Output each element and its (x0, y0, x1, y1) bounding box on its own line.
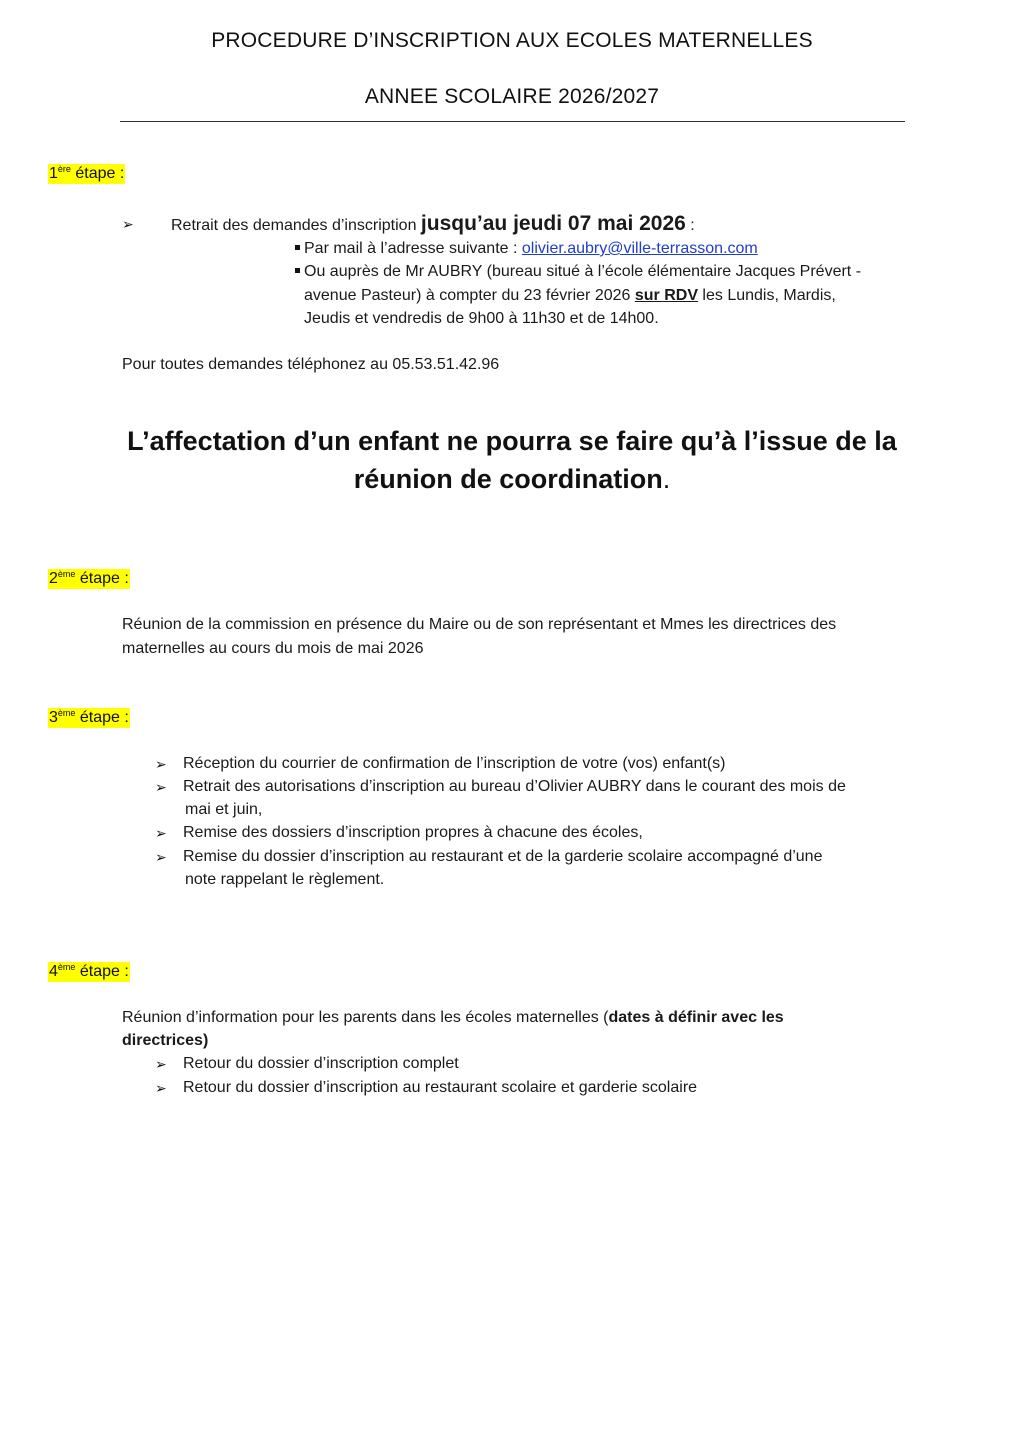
step-2-text-line2: maternelles au cours du mois de mai 2026 (122, 640, 424, 657)
step-3-item-4-line2: note rappelant le règlement. (185, 871, 385, 888)
square-bullet-icon (295, 245, 300, 250)
step-1-label: 1ère étape : (49, 164, 125, 182)
step-3-label: 3ème étape : (49, 708, 129, 726)
step-4-text-line1: Réunion d’information pour les parents dans les écoles maternelles (dates à définir avec les (122, 1009, 784, 1026)
step-3-item-2-line1: Retrait des autorisations d’inscription au bureau d’Olivier AUBRY dans le courant des mois de (183, 778, 846, 795)
step-4-item-2: Retour du dossier d’inscription au restaurant scolaire et garderie scolaire (183, 1079, 698, 1096)
step-3-item-4-line1: Remise du dossier d’inscription au restaurant et de la garderie scolaire accompagné d’une (183, 848, 823, 865)
arrow-bullet-icon: ➢ (155, 849, 167, 865)
step-3-item-2-line2: mai et juin, (185, 801, 263, 818)
arrow-bullet-icon: ➢ (155, 779, 167, 795)
step-1-item: Retrait des demandes d’inscription jusqu’au jeudi 07 mai 2026 : (171, 212, 695, 235)
step-3-item-1: Réception du courrier de confirmation de l’inscription de votre (vos) enfant(s) (183, 755, 726, 772)
important-notice-line2: réunion de coordination. (353, 464, 671, 494)
step-1-sub-item-office-line3: Jeudis et vendredis de 9h00 à 11h30 et de 14h00. (304, 310, 659, 327)
step-3-item-3: Remise des dossiers d’inscription propres à chacune des écoles, (183, 824, 643, 841)
title-divider (120, 121, 905, 122)
square-bullet-icon (295, 268, 300, 273)
arrow-bullet-icon: ➢ (122, 216, 134, 232)
step-2-label: 2ème étape : (49, 569, 129, 587)
step-2-text-line1: Réunion de la commission en présence du Maire ou de son représentant et Mmes les directrices des (122, 616, 837, 633)
step-4-text-line2: directrices) (122, 1032, 209, 1049)
arrow-bullet-icon: ➢ (155, 1080, 167, 1096)
phone-info: Pour toutes demandes téléphonez au 05.53.51.42.96 (122, 356, 500, 373)
arrow-bullet-icon: ➢ (155, 825, 167, 841)
important-notice-line1: L’affectation d’un enfant ne pourra se faire qu’à l’issue de la (127, 426, 897, 456)
document-title: PROCEDURE D’INSCRIPTION AUX ECOLES MATERNELLES (211, 29, 813, 52)
arrow-bullet-icon: ➢ (155, 1056, 167, 1072)
arrow-bullet-icon: ➢ (155, 756, 167, 772)
step-4-item-1: Retour du dossier d’inscription complet (183, 1055, 459, 1072)
step-1-sub-item-mail: Par mail à l’adresse suivante : olivier.aubry@ville-terrasson.com (304, 240, 758, 257)
email-link[interactable]: olivier.aubry@ville-terrasson.com (521, 240, 758, 257)
step-4-label: 4ème étape : (49, 962, 129, 980)
step-1-sub-item-office-line1: Ou auprès de Mr AUBRY (bureau situé à l’école élémentaire Jacques Prévert - (304, 263, 862, 280)
school-year-title: ANNEE SCOLAIRE 2026/2027 (364, 85, 660, 108)
step-1-sub-item-office-line2: avenue Pasteur) à compter du 23 février 2026 sur RDV les Lundis, Mardis, (304, 287, 836, 304)
